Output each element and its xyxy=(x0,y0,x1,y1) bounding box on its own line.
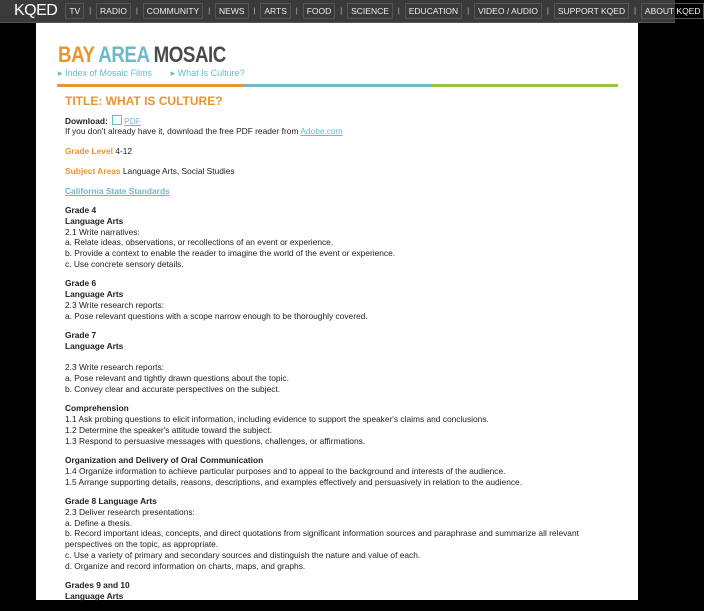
california-standards-link[interactable]: California State Standards xyxy=(65,185,170,196)
standard-line: b. Convey clear and accurate perspectives on the subject. xyxy=(65,383,281,394)
standard-line: 2.3 Write research reports: xyxy=(65,299,164,310)
adobe-link[interactable]: Adobe.com xyxy=(300,126,343,137)
standard-line: b. Provide a context to enable the reader to imagine the world of the event or experience. xyxy=(65,248,396,259)
nav-separator: | xyxy=(89,7,92,15)
logo-mosaic: MOSAIC xyxy=(153,42,226,67)
standard-line: a. Define a thesis. xyxy=(65,517,133,528)
section-heading: Language Arts xyxy=(65,591,124,601)
standard-line xyxy=(65,352,605,363)
grade-level: 4-12 xyxy=(112,146,133,157)
adobe-text: If you don't already have it, download the free PDF reader from xyxy=(65,126,301,137)
nav-item-support-kqed[interactable]: SUPPORT KQED xyxy=(554,3,629,19)
standards-section xyxy=(65,403,605,446)
index-films-link[interactable]: ▸ Index of Mosaic Films xyxy=(58,68,153,78)
nav-separator: | xyxy=(340,7,343,15)
standard-line: a. Pose relevant questions with a scope narrow enough to be thoroughly covered. xyxy=(65,310,368,321)
subject-label: Subject Areas xyxy=(65,165,121,176)
nav-item-radio[interactable]: RADIO xyxy=(96,3,131,19)
download-label: Download: xyxy=(65,115,108,126)
standard-line: a. Relate ideas, observations, or recollections of an event or experience. xyxy=(65,237,334,248)
nav-separator: | xyxy=(397,7,400,15)
nav-separator: | xyxy=(634,7,636,15)
nav-item-about-kqed[interactable]: ABOUT KQED xyxy=(641,3,704,19)
nav-item-education[interactable]: EDUCATION xyxy=(405,3,462,19)
standards-section xyxy=(65,330,605,394)
section-heading: Comprehension xyxy=(65,403,129,414)
nav-separator: | xyxy=(208,7,211,15)
section-heading: Organization and Delivery of Oral Communication xyxy=(65,455,264,466)
standard-line: 1.1 Ask probing questions to elicit information, including evidence to support the speaker's claims and conclusions. xyxy=(65,414,489,425)
standard-line: 1.2 Determine the speaker's attitude toward the subject. xyxy=(65,424,272,435)
standard-line: c. Use a variety of primary and secondary sources and distinguish the nature and value of each. xyxy=(65,549,421,560)
kqed-logo[interactable]: KQED xyxy=(14,2,58,19)
page-title: TITLE: WHAT IS CULTURE? xyxy=(65,94,223,108)
section-heading: Grade 8 Language Arts xyxy=(65,496,157,507)
nav-separator: | xyxy=(135,7,138,15)
nav-separator: | xyxy=(467,7,470,15)
subject-areas: Language Arts, Social Studies xyxy=(120,165,235,176)
section-heading: Grade 6 xyxy=(65,278,97,289)
standard-line: 2.3 Deliver research presentations: xyxy=(65,507,195,518)
nav-separator: | xyxy=(295,7,298,15)
nav-item-arts[interactable]: ARTS xyxy=(260,3,291,19)
pdf-icon[interactable] xyxy=(112,115,122,125)
nav-separator: | xyxy=(253,7,256,15)
logo-bay: BAY xyxy=(58,42,95,67)
grade-level-label: Grade Level xyxy=(65,146,113,157)
standard-line: b. Record important ideas, concepts, and direct quotations from significant information sources and paraphrase and summarize all relevant perspectives on the topic, as appropriate. xyxy=(65,528,579,550)
nav-item-news[interactable]: NEWS xyxy=(215,3,249,19)
standards-section xyxy=(65,455,605,487)
standard-line: 2.1 Write narratives: xyxy=(65,226,140,237)
standard-line: 1.3 Respond to persuasive messages with questions, challenges, or affirmations. xyxy=(65,435,366,446)
section-heading: Grades 9 and 10 xyxy=(65,580,130,591)
section-heading: Language Arts xyxy=(65,340,124,351)
bay-area-mosaic-logo[interactable] xyxy=(58,42,226,68)
standard-line: 1.5 Arrange supporting details, reasons, descriptions, and examples effectively and persuasively in relation to the audience. xyxy=(65,476,523,487)
logo-area: AREA xyxy=(98,42,149,67)
standards-section xyxy=(65,278,605,321)
section-heading: Grade 4 xyxy=(65,205,97,216)
section-heading: Grade 7 xyxy=(65,330,97,341)
nav-item-tv[interactable]: TV xyxy=(65,3,84,19)
standard-line: 1.4 Organize information to achieve particular purposes and to appeal to the background and interests of the audience. xyxy=(65,465,506,476)
pdf-link[interactable]: PDF xyxy=(124,115,141,126)
standard-line: d. Organize and record information on charts, maps, and graphs. xyxy=(65,560,306,571)
color-divider xyxy=(57,84,618,87)
nav-item-video-audio[interactable]: VIDEO / AUDIO xyxy=(474,3,542,19)
standards-section xyxy=(65,205,605,269)
standard-line: a. Pose relevant and tightly drawn questions about the topic. xyxy=(65,373,289,384)
nav-item-food[interactable]: FOOD xyxy=(303,3,336,19)
standard-line: c. Use concrete sensory details. xyxy=(65,258,184,269)
nav-item-science[interactable]: SCIENCE xyxy=(347,3,393,19)
section-heading: Language Arts xyxy=(65,215,124,226)
section-heading: Language Arts xyxy=(65,289,124,300)
nav-separator: | xyxy=(547,7,549,15)
nav-item-community[interactable]: COMMUNITY xyxy=(143,3,203,19)
page-content xyxy=(36,23,638,600)
standard-line: 2.3 Write research reports: xyxy=(65,362,164,373)
standards-section xyxy=(65,580,605,601)
standards-section xyxy=(65,496,605,571)
top-nav xyxy=(0,0,701,23)
what-is-culture-link[interactable]: ▸ What Is Culture? xyxy=(170,68,245,78)
